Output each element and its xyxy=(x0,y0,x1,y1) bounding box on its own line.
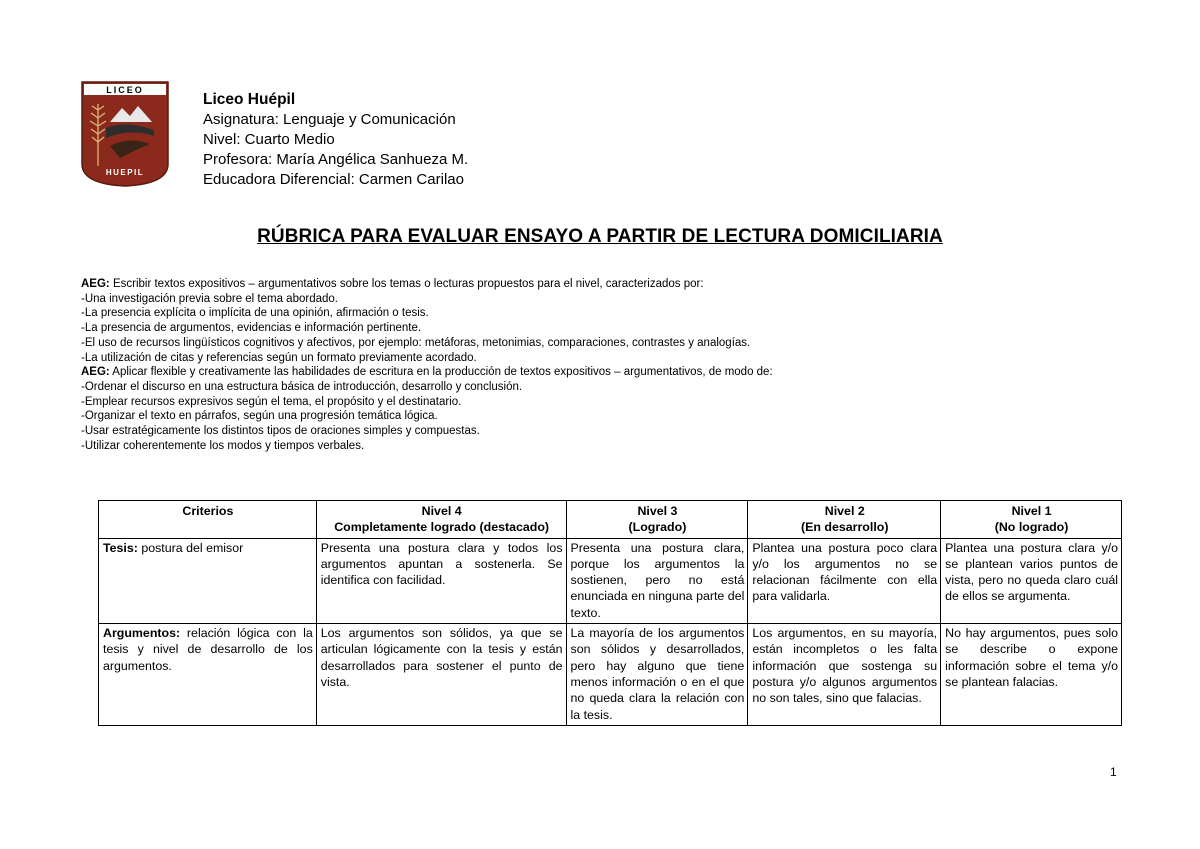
header-line: Nivel 1 xyxy=(1011,504,1052,518)
table-row xyxy=(99,624,1122,726)
criterion-name: Tesis: xyxy=(103,540,138,555)
aeg-intro-2 xyxy=(81,365,773,380)
header-level: Nivel: Cuarto Medio xyxy=(203,131,335,148)
criterion-cell xyxy=(99,624,317,726)
level-cell: Presenta una postura clara y todos los argumentos apuntan a sostenerla. Se identifica con facilidad. xyxy=(316,538,566,623)
level-cell: Plantea una postura poco clara y/o los argumentos no se relacionan fácilmente con ella para validarla. xyxy=(748,538,941,623)
header-line: Criterios xyxy=(182,504,234,518)
criterion-description: relación lógica con la tesis y nivel de desarrollo de los argumentos. xyxy=(103,626,313,673)
document-title: RÚBRICA PARA EVALUAR ENSAYO A PARTIR DE LECTURA DOMICILIARIA xyxy=(257,226,943,247)
level-cell: No hay argumentos, pues solo se describe o expone información sobre el tema y/o se plantean falacias. xyxy=(941,624,1122,726)
criterion-cell xyxy=(99,538,317,623)
aeg-text: Aplicar flexible y creativamente las habilidades de escritura en la producción de textos expositivos – argumentativos, de modo de: xyxy=(109,366,773,379)
logo-top-text: LICEO xyxy=(106,85,144,95)
criterion-description: postura del emisor xyxy=(137,540,244,555)
aeg-text: Escribir textos expositivos – argumentativos sobre los temas o lecturas propuestos para el nivel, caracterizados por: xyxy=(109,278,704,290)
level-cell: Los argumentos son sólidos, ya que se articulan lógicamente con la tesis y están desarrollados para sostener el punto de vista. xyxy=(316,624,566,726)
level-cell: Los argumentos, en su mayoría, están incompletos o les falta información que sostenga su postura y/o algunos argumentos no son tales, sino que falacias. xyxy=(748,624,941,726)
aeg-item: -Utilizar coherentemente los modos y tiempos verbales. xyxy=(81,439,365,452)
header-nivel-3 xyxy=(566,501,748,539)
criterion-name: Argumentos: xyxy=(103,626,181,641)
header-line: (Logrado) xyxy=(628,520,687,535)
aeg-item: -Una investigación previa sobre el tema abordado. xyxy=(81,292,338,305)
aeg-intro-1 xyxy=(81,277,773,292)
aeg-item: -Usar estratégicamente los distintos tipos de oraciones simples y compuestas. xyxy=(81,425,480,438)
aeg-item: -La presencia explícita o implícita de una opinión, afirmación o tesis. xyxy=(81,307,429,320)
header-line: Nivel 3 xyxy=(637,504,678,518)
aeg-tag: AEG: xyxy=(81,278,110,290)
level-cell: Plantea una postura clara y/o se plantean varios puntos de vista, pero no queda claro cuál de ellos se argumenta. xyxy=(941,538,1122,623)
aeg-item: -Organizar el texto en párrafos, según una progresión temática lógica. xyxy=(81,410,438,423)
table-header-row xyxy=(99,501,1122,539)
rubric-table xyxy=(98,500,1122,726)
header-teacher: Profesora: María Angélica Sanhueza M. xyxy=(203,151,469,168)
level-cell: Presenta una postura clara, porque los argumentos la sostienen, pero no está enunciada en ninguna parte del texto. xyxy=(566,538,748,623)
document-header xyxy=(203,90,468,190)
header-line: (No logrado) xyxy=(994,520,1069,535)
header-line: Nivel 4 xyxy=(421,504,462,518)
header-line: Completamente logrado (destacado) xyxy=(334,520,550,535)
school-crest-logo xyxy=(80,80,170,188)
page-number: 1 xyxy=(1110,765,1117,779)
aeg-item: -La utilización de citas y referencias según un formato previamente acordado. xyxy=(81,351,477,364)
aeg-tag: AEG: xyxy=(81,366,110,379)
level-cell: La mayoría de los argumentos son sólidos y desarrollados, pero hay alguno que tiene menos información o en el que no queda clara la relación con la tesis. xyxy=(566,624,748,726)
table-row xyxy=(99,538,1122,623)
header-nivel-4 xyxy=(316,501,566,539)
header-nivel-1 xyxy=(941,501,1122,539)
school-name: Liceo Huépil xyxy=(203,91,296,108)
aeg-item: -El uso de recursos lingüísticos cognitivos y afectivos, por ejemplo: metáforas, metonimias, comparaciones, contrastes y analogías. xyxy=(81,336,751,349)
header-special-educator: Educadora Diferencial: Carmen Carilao xyxy=(203,171,464,188)
header-nivel-2 xyxy=(748,501,941,539)
header-line: Nivel 2 xyxy=(824,504,865,518)
header-criterios xyxy=(99,501,317,539)
learning-objectives xyxy=(81,277,773,453)
aeg-item: -La presencia de argumentos, evidencias e información pertinente. xyxy=(81,322,422,335)
aeg-item: -Emplear recursos expresivos según el tema, el propósito y el destinatario. xyxy=(81,395,462,408)
header-line: (En desarrollo) xyxy=(801,520,889,535)
header-subject: Asignatura: Lenguaje y Comunicación xyxy=(203,111,456,128)
aeg-item: -Ordenar el discurso en una estructura básica de introducción, desarrollo y conclusión. xyxy=(81,380,523,393)
logo-bottom-text: HUEPIL xyxy=(105,168,145,177)
